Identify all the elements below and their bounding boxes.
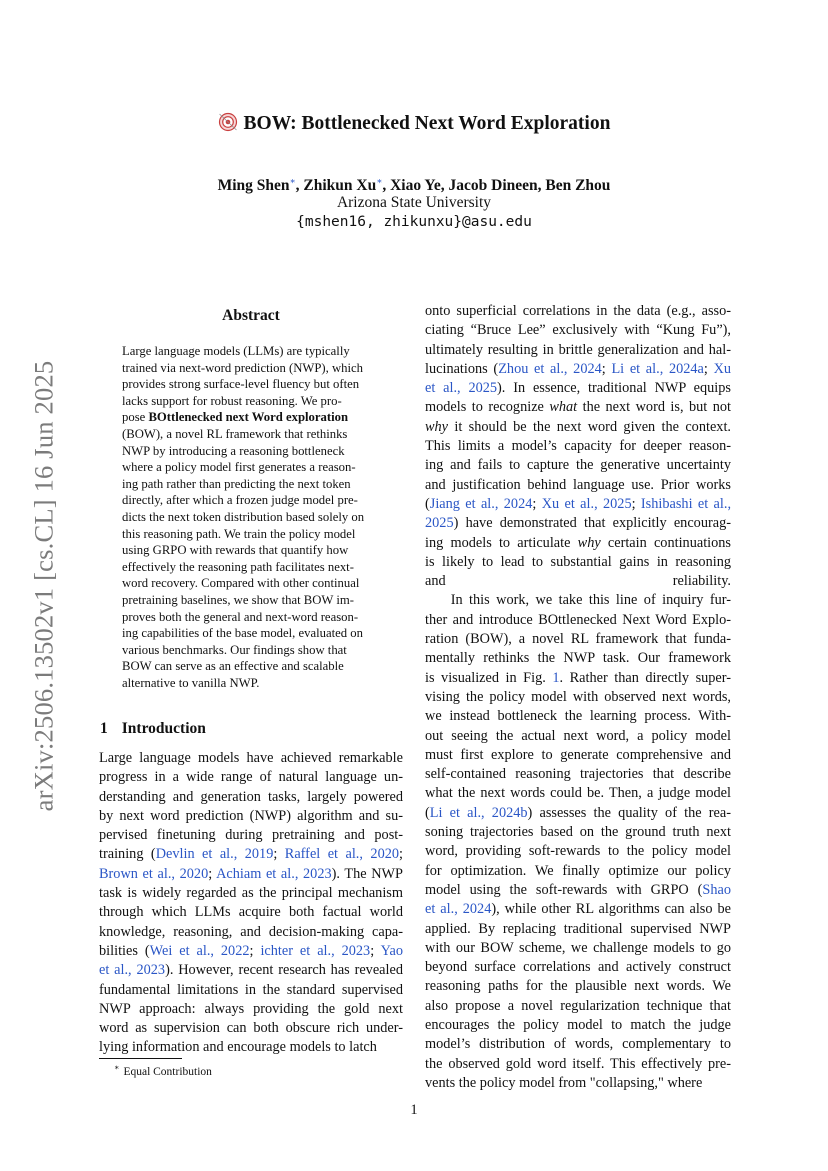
text-line	[425, 649, 731, 668]
author-names: , Xiao Ye, Jacob Dineen, Ben Zhou	[382, 177, 611, 195]
text-line	[122, 443, 380, 460]
text-run: word as supervision can both obscure rich under-	[99, 1020, 403, 1037]
text-run: NWP by introducing a reasoning bottleneck	[122, 443, 345, 458]
text-line	[122, 393, 380, 410]
text-run: knowledge, reasoning, and decision-making capa-	[99, 923, 403, 940]
equal-contribution-mark: ∗	[376, 176, 383, 186]
text-run: reasoning paths for the plausible next words. We	[425, 978, 731, 995]
citation-link[interactable]: Xu	[713, 360, 732, 377]
citation-link[interactable]: Li et al., 2024b	[429, 804, 528, 821]
arxiv-identifier-text: arXiv:2506.13502v1 [cs.CL] 16 Jun 2025	[28, 360, 59, 812]
footnote-rule	[99, 1058, 182, 1059]
text-run: ing path rather than predicting the next token	[122, 476, 351, 491]
text-run: derstanding and generation tasks, largely powered	[99, 788, 403, 805]
equal-contribution-mark: ∗	[289, 176, 296, 186]
text-line	[99, 961, 403, 980]
text-run: ther and introduce BOttlenecked Next Word Explo-	[425, 611, 731, 628]
section-number: 1	[100, 720, 108, 737]
text-line	[425, 900, 731, 919]
citation-link[interactable]: Ishibashi et al.,	[640, 495, 732, 512]
intro-right-column	[425, 302, 731, 1093]
text-run: is likely to lead to substantial gains in reasoning	[425, 553, 731, 570]
text-run: training (	[99, 846, 156, 863]
text-line	[122, 492, 380, 509]
section-title: Introduction	[121, 720, 206, 737]
text-run: word, providing soft-rewards to the policy model	[425, 843, 731, 860]
text-run: onto superficial correlations in the data (e.g., asso-	[425, 303, 731, 319]
text-run: ). The NWP	[331, 865, 403, 882]
text-run: (BOW), a novel RL framework that rethinks	[122, 426, 348, 441]
text-line	[122, 343, 380, 360]
intro-left-column	[99, 749, 403, 1058]
text-run: ;	[601, 360, 612, 377]
text-run: using GRPO with rewards that quantify how	[122, 543, 349, 558]
affiliation: Arizona State University	[336, 194, 492, 211]
text-line	[122, 476, 380, 493]
citation-link[interactable]: et al., 2024	[425, 901, 492, 918]
text-line	[425, 997, 731, 1016]
text-line	[425, 398, 731, 417]
text-run: vents the policy model from "collapsing," where	[425, 1074, 703, 1091]
text-line	[99, 1019, 403, 1038]
text-line	[425, 514, 731, 533]
text-line	[425, 437, 731, 456]
text-run: the next word is, but not	[577, 399, 731, 416]
text-run: lying information and encourage models to latch	[99, 1039, 377, 1056]
text-line	[425, 553, 731, 572]
text-line	[122, 625, 380, 642]
text-run: ing and fails to capture the generative uncertainty	[425, 457, 731, 474]
text-line	[425, 591, 731, 610]
author-name: Ming Shen	[217, 177, 290, 195]
text-run: is visualized in Fig.	[425, 669, 553, 686]
text-run: alternative to vanilla NWP.	[122, 675, 260, 690]
text-run: Large language models (LLMs) are typically	[122, 344, 350, 358]
bold-term: BOttlenecked next Word exploration	[148, 410, 349, 425]
text-run: ;	[370, 942, 381, 959]
text-line	[122, 609, 380, 626]
text-line	[99, 768, 403, 787]
text-line	[425, 341, 731, 360]
text-run: (	[425, 804, 430, 821]
text-run: pretraining baselines, we show that BOW im-	[122, 592, 354, 607]
text-line	[99, 865, 403, 884]
text-line	[425, 920, 731, 939]
text-run: model using the soft-rewards with GRPO (	[425, 881, 703, 898]
text-run: ing models to articulate	[425, 534, 578, 551]
text-line	[122, 360, 380, 377]
text-line	[425, 630, 731, 649]
text-run: ;	[399, 846, 403, 863]
citation-link[interactable]: 1	[552, 669, 560, 686]
text-line	[425, 765, 731, 784]
target-logo-icon	[218, 112, 238, 138]
text-line	[425, 958, 731, 977]
text-line	[425, 360, 731, 379]
text-run: effectively the reasoning path facilitates next-	[122, 559, 354, 574]
text-line	[122, 559, 380, 576]
section-heading-introduction	[100, 720, 206, 738]
text-run: In this work, we take this line of inquiry fur-	[425, 592, 731, 609]
text-line	[99, 903, 403, 922]
text-run: with our BOW scheme, we challenge models to go	[425, 939, 731, 956]
text-line	[425, 977, 731, 996]
paper-title-text: BOW: Bottlenecked Next Word Exploration	[243, 113, 611, 134]
text-run: ) assesses the quality of the rea-	[527, 804, 731, 821]
text-run: provides strong surface-level fluency but often	[122, 377, 360, 392]
text-run: must first explore to generate comprehensive and	[425, 746, 731, 763]
citation-link[interactable]: Yao	[380, 942, 403, 959]
text-run: This limits a model’s capacity for deeper reason-	[425, 438, 731, 455]
citation-link[interactable]: et al., 2025	[425, 380, 498, 397]
text-line	[425, 1035, 731, 1054]
citation-link[interactable]: Raffel et al., 2020	[284, 846, 400, 863]
text-run: ;	[208, 865, 217, 882]
text-run: beyond surface correlations and actively construct	[425, 959, 731, 976]
text-line	[425, 746, 731, 765]
text-run: progress in a wide range of natural language un-	[99, 769, 403, 786]
text-run: NWP approach: always providing the gold next	[99, 1000, 403, 1017]
text-run: directly, after which a frozen judge model pre-	[122, 493, 358, 508]
citation-link[interactable]: Jiang et al., 2024	[429, 495, 533, 512]
text-run: model’s distribution of words, complementary to	[425, 1036, 731, 1053]
paper-title	[0, 112, 828, 138]
text-run: word recovery. Compared with other continual	[122, 576, 360, 591]
text-line	[425, 495, 731, 514]
footnote-mark: ∗	[114, 1063, 120, 1072]
text-run: where a policy model first generates a reason-	[122, 460, 356, 475]
arxiv-identifier	[14, 346, 74, 826]
text-run: mentally rethinks the NWP task. Our framework	[425, 650, 731, 667]
text-run: for optimization. We finally optimize our policy	[425, 862, 731, 879]
text-run: ), while other RL algorithms can also be	[491, 901, 732, 918]
text-run: models to recognize	[425, 399, 550, 416]
text-line	[425, 669, 731, 688]
text-run: bilities (	[99, 942, 150, 959]
page-number: 1	[410, 1102, 418, 1118]
text-run: the observed gold word itself. This effectively pre-	[425, 1055, 731, 1072]
text-line	[122, 575, 380, 592]
text-run: dicts the next token distribution based solely on	[122, 509, 365, 524]
text-line	[425, 456, 731, 475]
abstract-body	[122, 343, 380, 691]
text-run: trained via next-word prediction (NWP), which	[122, 360, 363, 375]
citation-link[interactable]: Achiam et al., 2023	[216, 865, 332, 882]
text-line	[122, 409, 380, 426]
text-run: lacks support for robust reasoning. We pro-	[122, 393, 342, 408]
text-line	[99, 807, 403, 826]
text-line	[122, 459, 380, 476]
text-line	[99, 788, 403, 807]
text-run: ciating “Bruce Lee” exclusively with “Kung Fu”),	[425, 322, 731, 339]
text-line	[99, 749, 403, 768]
text-line	[425, 572, 731, 591]
text-run: soning trajectories based on the ground truth next	[425, 824, 731, 841]
text-line	[99, 942, 403, 961]
text-run: we instead bottleneck the learning process. With-	[425, 708, 731, 725]
text-run: ;	[703, 360, 714, 377]
citation-link[interactable]: Devlin et al., 2019	[155, 846, 274, 863]
text-line	[425, 784, 731, 803]
text-line	[425, 534, 731, 553]
footnote-text: Equal Contribution	[123, 1065, 212, 1078]
citation-link[interactable]: Zhou et al., 2024	[498, 360, 602, 377]
text-run: what the next words could be. Then, a judge model	[425, 785, 731, 802]
text-line	[122, 658, 380, 675]
text-run: ing capabilities of the base model, evaluated on	[122, 626, 363, 641]
text-run: certain continuations	[600, 534, 732, 551]
text-run: by next word prediction (NWP) algorithm and su-	[99, 807, 403, 824]
text-run: applied. By replacing traditional supervised NWP	[425, 920, 731, 937]
citation-link[interactable]: Li et al., 2024a	[611, 360, 704, 377]
author-name: , Zhikun Xu	[295, 177, 377, 195]
emphasis-text: what	[549, 399, 578, 416]
text-line	[99, 826, 403, 845]
text-run: ultimately resulting in brittle generalization and hal-	[425, 341, 731, 358]
text-line	[425, 1055, 731, 1074]
text-run: and justification behind language use. Prior works	[425, 476, 731, 493]
text-run: ). However, recent research has revealed	[165, 962, 403, 979]
text-line	[425, 379, 731, 398]
citation-link[interactable]: Xu et al., 2025	[541, 495, 632, 512]
text-run: ) have demonstrated that explicitly encourag-	[453, 515, 731, 532]
citation-link[interactable]: et al., 2023	[99, 962, 166, 979]
text-run: pose	[122, 410, 149, 425]
text-run: through which LLMs acquire both factual world	[99, 904, 403, 921]
text-run: fundamental limitations in the standard supervised	[99, 981, 403, 998]
citation-link[interactable]: 2025	[425, 515, 454, 532]
text-line	[425, 727, 731, 746]
text-line	[425, 804, 731, 823]
emphasis-text: why	[577, 534, 601, 551]
text-run: . Rather than directly super-	[559, 669, 732, 686]
text-line	[425, 476, 731, 495]
text-run: this reasoning path. We train the policy model	[122, 526, 356, 541]
text-line	[99, 1000, 403, 1019]
text-line	[99, 981, 403, 1000]
text-line	[425, 881, 731, 900]
text-run: and reliability.	[425, 573, 731, 590]
text-line	[425, 842, 731, 861]
text-line	[99, 845, 403, 864]
text-run: encourages the policy model to match the judge	[425, 1016, 731, 1033]
text-run: ;	[631, 495, 641, 512]
text-line	[99, 923, 403, 942]
text-run: ;	[532, 495, 542, 512]
text-line	[425, 707, 731, 726]
citation-link[interactable]: Brown et al., 2020	[99, 865, 209, 882]
text-line	[425, 823, 731, 842]
text-line	[425, 302, 731, 321]
text-run: BOW can serve as an effective and scalable	[122, 659, 344, 674]
emphasis-text: why	[425, 418, 449, 435]
text-line	[122, 376, 380, 393]
text-line	[425, 321, 731, 340]
text-line	[122, 675, 380, 692]
text-line	[122, 509, 380, 526]
author-list	[0, 176, 828, 195]
author-email: {mshen16, zhikunxu}@asu.edu	[296, 214, 532, 230]
text-line	[425, 688, 731, 707]
text-line	[122, 426, 380, 443]
text-line	[425, 418, 731, 437]
text-line	[425, 1074, 731, 1093]
text-run: Large language models have achieved remarkable	[99, 750, 403, 766]
abstract-heading: Abstract	[222, 307, 280, 324]
text-line	[122, 526, 380, 543]
text-run: it should be the next word given the context.	[448, 418, 731, 435]
text-line	[122, 642, 380, 659]
text-run: task is widely regarded as the principal mechanism	[99, 885, 403, 902]
text-run: also propose a novel regularization technique that	[425, 997, 731, 1014]
text-line	[122, 592, 380, 609]
text-line	[425, 862, 731, 881]
text-line	[425, 939, 731, 958]
text-line	[425, 1016, 731, 1035]
text-run: ration (BOW), a novel RL framework that funda-	[425, 631, 731, 648]
text-run: self-contained reasoning trajectories that describe	[425, 766, 731, 783]
citation-link[interactable]: ichter et al., 2023	[260, 942, 371, 959]
text-run: lucinations (	[425, 360, 499, 377]
text-run: ;	[249, 942, 261, 959]
citation-link[interactable]: Wei et al., 2022	[149, 942, 250, 959]
text-line	[122, 542, 380, 559]
text-run: various benchmarks. Our findings show that	[122, 642, 347, 657]
text-run: vising the policy model with observed next words,	[425, 688, 731, 705]
text-run: ;	[273, 846, 285, 863]
text-run: pervised finetuning during pretraining and post-	[99, 827, 403, 844]
text-line	[99, 884, 403, 903]
citation-link[interactable]: Shao	[702, 881, 731, 898]
footnote	[114, 1063, 212, 1078]
text-line	[425, 611, 731, 630]
text-run: ). In essence, traditional NWP equips	[497, 380, 731, 397]
text-run: proves both the general and next-word reason-	[122, 609, 359, 624]
text-run: out seeing the actual next word, a policy model	[425, 727, 731, 744]
text-line	[99, 1038, 403, 1057]
text-run: (	[425, 495, 430, 512]
